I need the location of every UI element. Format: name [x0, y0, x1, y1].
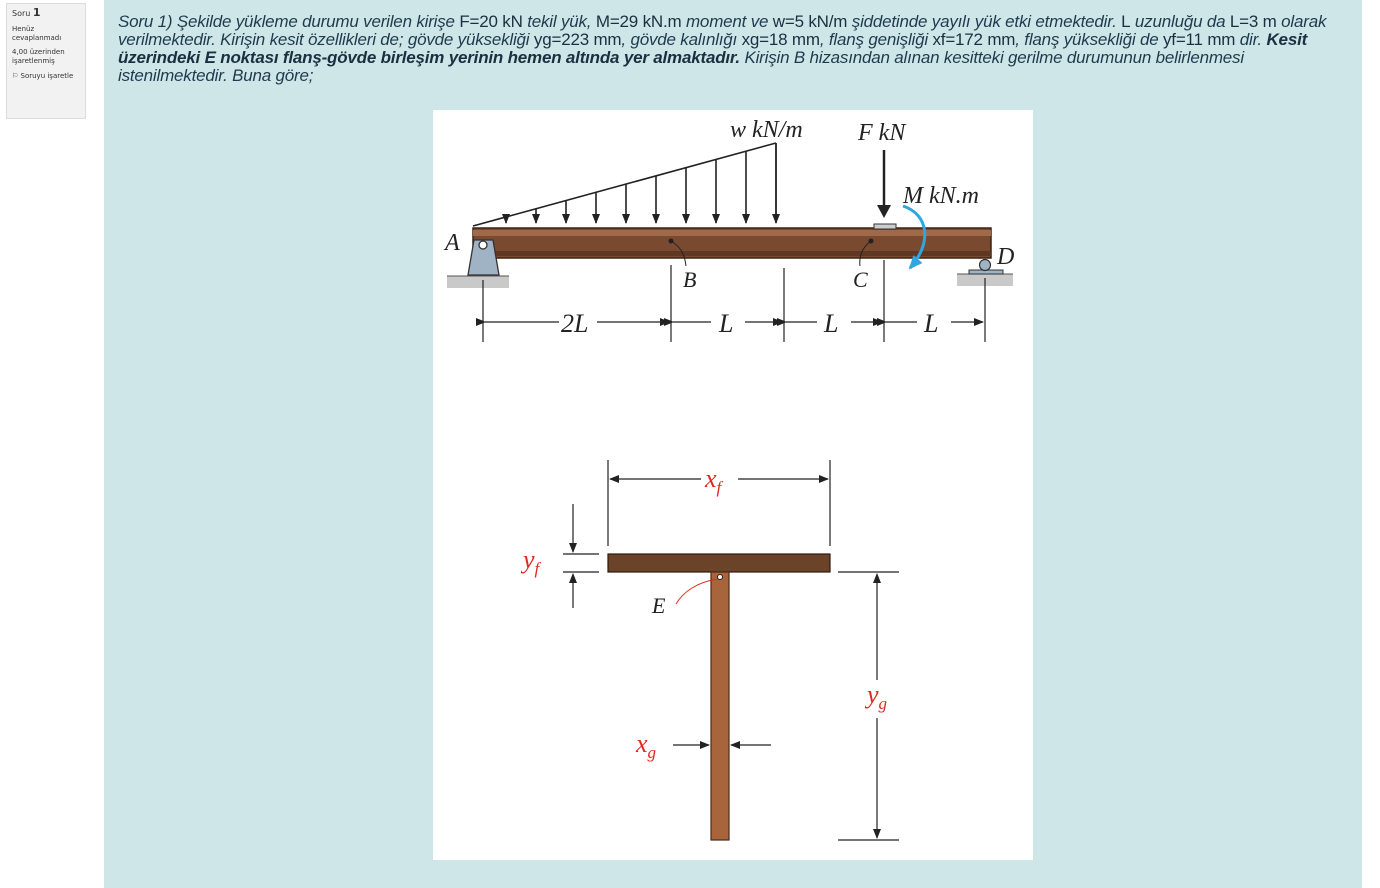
- dim-l1-label: L: [719, 309, 734, 338]
- question-score: 4,00 üzerinden işaretlenmiş: [12, 48, 65, 65]
- point-d-label: D: [997, 244, 1015, 270]
- question-paragraph: Soru 1) Şekilde yükleme durumu verilen kirişe F=20 kN tekil yük, M=29 kN.m moment ve w=5 kN/m şiddetinde yayılı yük etki etmektedir. L uzunluğu da L=3 m olarak verilmektedir. Kirişin kesit özellikleri de; gövde yüksekliği yg=223 mm, gövde kalınlığı xg=18 mm, flanş genişliği xf=172 mm, flanş yüksekliği de yf=11 mm dir. Kesit üzerindeki E noktası flanş-gövde birleşim yerinin hemen altında yer almaktadır. Kirişin B hizasından alınan kesitteki gerilme durumunun belirlenmesi istenilmektedir. Buna göre;: [118, 12, 1327, 85]
- m-label: M kN.m: [903, 183, 979, 209]
- question-number: Soru 1: [12, 6, 41, 19]
- span-dimensions: [483, 260, 985, 342]
- pin-support-a: [468, 240, 499, 275]
- yf-label: $y_f$: [523, 545, 540, 578]
- dim-l3-label: L: [924, 309, 939, 338]
- t-section: [608, 554, 830, 840]
- dim-l2-label: L: [824, 309, 839, 338]
- dim-2l-label: 2L: [561, 309, 589, 338]
- answer-status: Henüz cevaplanmadı: [12, 25, 62, 42]
- ground-left: [447, 276, 509, 288]
- f-label: F kN: [858, 120, 906, 146]
- point-e-label: E: [652, 593, 666, 618]
- point-load-f: [874, 150, 896, 229]
- figure-svg: [433, 110, 1033, 860]
- xf-label: $x_f$: [705, 464, 722, 497]
- point-c-label: C: [853, 267, 868, 292]
- w-label: w kN/m: [730, 117, 803, 143]
- problem-figure: [433, 110, 1033, 860]
- point-b-label: B: [683, 267, 697, 292]
- question-info-panel: [6, 3, 86, 119]
- flag-question-link[interactable]: ⚐ Soruyu işaretle: [12, 72, 74, 80]
- xf-dimension: [608, 460, 830, 546]
- flag-icon: ⚐: [12, 72, 19, 80]
- point-a-label: A: [445, 230, 460, 256]
- beam: [473, 228, 991, 258]
- xg-label: $x_g$: [636, 729, 657, 762]
- question-text-area: [104, 0, 1362, 888]
- distributed-load: [473, 143, 776, 226]
- yf-dimension: [563, 504, 599, 608]
- yg-label: $y_g$: [867, 680, 888, 713]
